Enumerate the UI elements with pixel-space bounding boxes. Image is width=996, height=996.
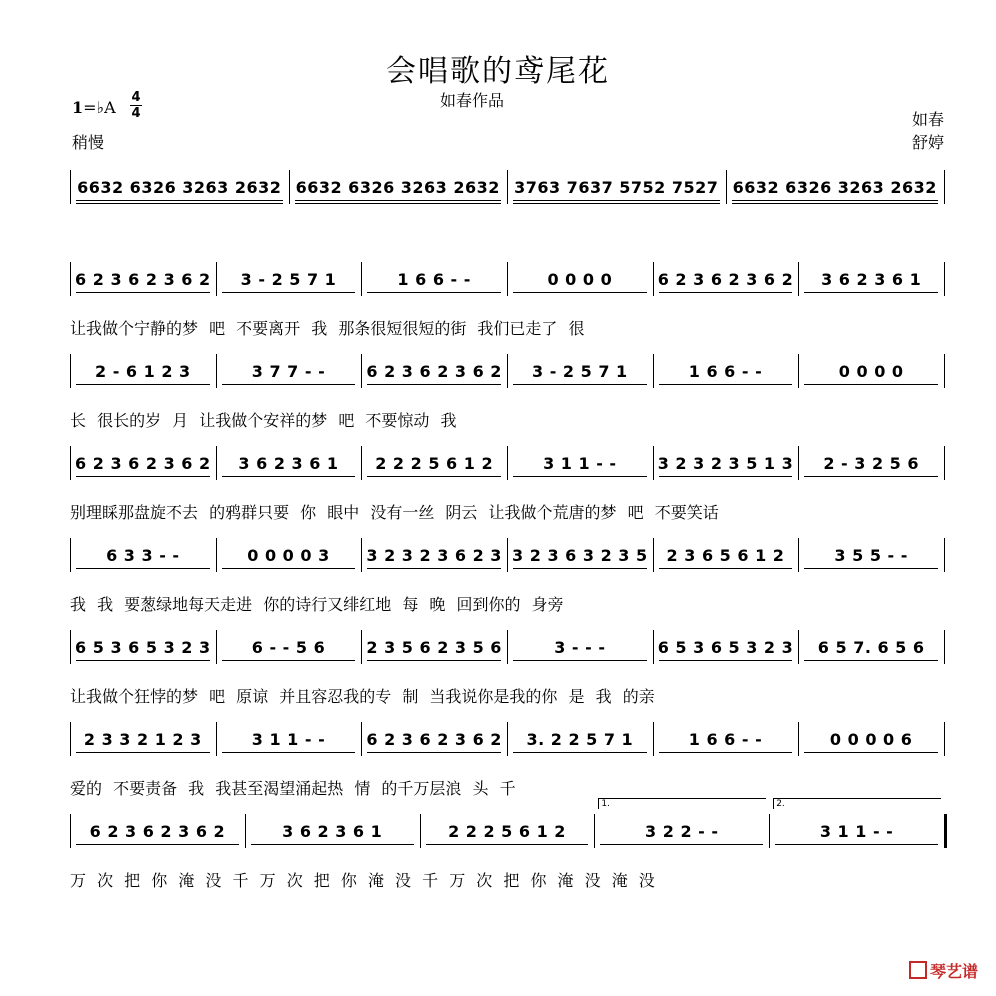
- measure-notes: 1 6 6 - -: [688, 730, 763, 749]
- beam-line: [600, 844, 763, 845]
- measure: [70, 260, 216, 300]
- beam-line: [804, 660, 938, 661]
- beam-line: [367, 752, 501, 753]
- measure-notes: 3 2 3 2 3 6 2 3: [366, 546, 502, 565]
- measure-notes: 3 2 3 6 3 2 3 5: [512, 546, 648, 565]
- measure: [216, 536, 362, 576]
- key-equals: =: [83, 98, 97, 117]
- measure: [507, 628, 653, 668]
- logo-mark-icon: [909, 961, 927, 979]
- measure-notes: 0 0 0 0 6: [829, 730, 913, 749]
- beam-line: [659, 476, 793, 477]
- site-logo: [909, 959, 978, 982]
- volta-first-ending: 1.: [598, 798, 766, 809]
- measure-notes: 3 - 2 5 7 1: [532, 362, 628, 381]
- measure: [70, 168, 289, 208]
- logo-text: 琴艺谱: [929, 962, 978, 981]
- measure: [653, 628, 799, 668]
- beam-line: [222, 660, 356, 661]
- measure: [70, 352, 216, 392]
- barline: [70, 170, 71, 204]
- beam-line: [775, 844, 938, 845]
- measure: [289, 168, 508, 208]
- key-signature: [72, 98, 116, 117]
- measure-notes: 2 2 2 5 6 1 2: [375, 454, 494, 473]
- beam-line: [804, 568, 938, 569]
- measure: [216, 260, 362, 300]
- measure-notes: 2 3 3 2 1 2 3: [83, 730, 202, 749]
- measure-notes: 6 2 3 6 2 3 6 2: [89, 822, 226, 841]
- beam-line: [513, 384, 647, 385]
- measure: [70, 536, 216, 576]
- measure: [361, 444, 507, 484]
- barline: [944, 262, 945, 296]
- measure: [726, 168, 945, 208]
- measure-notes: 6 2 3 6 2 3 6 2: [366, 730, 502, 749]
- measure-notes: 3763 7637 5752 7527: [514, 178, 719, 197]
- measure-notes: 3 6 2 3 6 1: [282, 822, 383, 841]
- measure: [361, 720, 507, 760]
- lyric-line: 爱的 不要责备 我 我甚至渴望涌起热 情 的千万层浪 头 千: [70, 779, 516, 798]
- barline: [70, 722, 71, 756]
- beam-line: [367, 292, 501, 293]
- beam-line: [804, 476, 938, 477]
- measure-notes: 3 2 2 - -: [645, 822, 719, 841]
- measure-notes: 3 6 2 3 6 1: [821, 270, 922, 289]
- measure-notes: 3 7 7 - -: [251, 362, 326, 381]
- measure-notes: 6 5 3 6 5 3 2 3: [657, 638, 794, 657]
- beam-line: [251, 844, 414, 845]
- measure: [798, 352, 944, 392]
- measure-notes: 1 6 6 - -: [397, 270, 471, 289]
- measure-notes: 2 - 3 2 5 6: [823, 454, 919, 473]
- measure-notes: 6 - - 5 6: [251, 638, 326, 657]
- score-subtitle: 如春作品: [440, 91, 505, 110]
- measure-notes: 0 0 0 0 3: [247, 546, 330, 565]
- beam-line: [426, 844, 589, 845]
- beam-line: [222, 292, 356, 293]
- measure-notes: 6632 6326 3263 2632: [295, 178, 500, 197]
- meter-bottom: 4: [131, 106, 141, 121]
- barline: [944, 354, 945, 388]
- measure: [507, 352, 653, 392]
- barline: [70, 446, 71, 480]
- meter-top: 4: [131, 90, 141, 105]
- measure-notes: 2 3 6 5 6 1 2: [666, 546, 785, 565]
- measure: [216, 628, 362, 668]
- beam-line: [367, 660, 501, 661]
- measure-notes: 3 2 3 2 3 5 1 3: [657, 454, 794, 473]
- beam-line: [76, 476, 210, 477]
- measure: [216, 352, 362, 392]
- beam-line: [222, 384, 356, 385]
- measure: [507, 536, 653, 576]
- measure: [798, 536, 944, 576]
- beam-line: [367, 568, 501, 569]
- beam-line: [295, 203, 502, 204]
- lyric-line: 我 我 要葱绿地每天走进 你的诗行又绯红地 每 晚 回到你的 身旁: [70, 595, 564, 614]
- lyric-line: 别理睬那盘旋不去 的鸦群只要 你 眼中 没有一丝 阴云 让我做个荒唐的梦 吧 不要笑话: [70, 503, 719, 522]
- beam-line: [222, 752, 356, 753]
- measure-notes: 6 2 3 6 2 3 6 2: [657, 270, 794, 289]
- measure-notes: 1 6 6 - -: [688, 362, 763, 381]
- measure: [70, 812, 245, 852]
- measure: [653, 444, 799, 484]
- measure: [507, 444, 653, 484]
- beam-line: [659, 384, 793, 385]
- measure: [653, 260, 799, 300]
- barline: [944, 170, 945, 204]
- beam-line: [295, 200, 502, 201]
- beam-line: [76, 384, 210, 385]
- lyric-line: 让我做个宁静的梦 吧 不要离开 我 那条很短很短的街 我们已走了 很: [70, 319, 585, 338]
- barline: [944, 722, 945, 756]
- beam-line: [513, 476, 647, 477]
- barline: [70, 630, 71, 664]
- beam-line: [367, 476, 501, 477]
- volta-second-ending: 2.: [773, 798, 941, 809]
- composer-block: [912, 108, 944, 154]
- measure-notes: 3 5 5 - -: [834, 546, 908, 565]
- score-system: [0, 352, 996, 442]
- beam-line: [367, 384, 501, 385]
- beam-line: [513, 203, 720, 204]
- measure-notes: 6 2 3 6 2 3 6 2: [75, 454, 211, 473]
- tempo-mark: 稍慢: [72, 133, 105, 152]
- measure-notes: 0 0 0 0: [547, 270, 613, 289]
- beam-line: [732, 200, 939, 201]
- measure: [70, 444, 216, 484]
- measure: [361, 352, 507, 392]
- beam-line: [76, 752, 210, 753]
- lyric-line: 长 很长的岁 月 让我做个安祥的梦 吧 不要惊动 我: [70, 411, 457, 430]
- barline: [70, 262, 71, 296]
- measure: [507, 260, 653, 300]
- beam-line: [76, 203, 283, 204]
- measure: [653, 536, 799, 576]
- measure-notes: 6 2 3 6 2 3 6 2: [75, 270, 211, 289]
- measure: [507, 168, 726, 208]
- barline: [70, 354, 71, 388]
- measure-notes: 6 2 3 6 2 3 6 2: [366, 362, 502, 381]
- measure: [653, 352, 799, 392]
- beam-line: [804, 752, 938, 753]
- beam-line: [76, 844, 239, 845]
- barline: [70, 814, 71, 848]
- beam-line: [513, 200, 720, 201]
- measure: [70, 720, 216, 760]
- score-title: 会唱歌的鸢尾花: [386, 54, 610, 89]
- time-signature: [130, 90, 142, 121]
- beam-line: [804, 384, 938, 385]
- measure-notes: 2 - 6 1 2 3: [95, 362, 191, 381]
- composer-line-2: 舒婷: [911, 133, 944, 152]
- score-system: [0, 260, 996, 350]
- measure: [361, 628, 507, 668]
- measure: [798, 628, 944, 668]
- barline: [944, 630, 945, 664]
- measure: [769, 812, 944, 852]
- measure-notes: 6 5 3 6 5 3 2 3: [75, 638, 211, 657]
- beam-line: [659, 752, 793, 753]
- measure-notes: 0 0 0 0: [838, 362, 904, 381]
- score-system: [0, 536, 996, 626]
- measure-notes: 3 1 1 - -: [251, 730, 326, 749]
- measure: [507, 720, 653, 760]
- barline: [944, 814, 947, 848]
- key-note: ♭A: [96, 98, 116, 117]
- measure: [798, 720, 944, 760]
- measure: [594, 812, 769, 852]
- beam-line: [804, 292, 938, 293]
- lyric-line: 让我做个狂悖的梦 吧 原谅 并且容忍我的专 制 当我说你是我的你 是 我 的亲: [70, 687, 655, 706]
- measure: [216, 444, 362, 484]
- measure-notes: 6632 6326 3263 2632: [732, 178, 937, 197]
- beam-line: [76, 568, 210, 569]
- measure-notes: 2 2 2 5 6 1 2: [448, 822, 566, 841]
- measure-notes: 6632 6326 3263 2632: [77, 178, 282, 197]
- beam-line: [659, 568, 793, 569]
- beam-line: [659, 292, 793, 293]
- measure-notes: 3 1 1 - -: [819, 822, 894, 841]
- measure-notes: 3. 2 2 5 7 1: [526, 730, 634, 749]
- beam-line: [732, 203, 939, 204]
- key-one: 1: [72, 98, 84, 117]
- score-system: [0, 628, 996, 718]
- measure-notes: 3 1 1 - -: [543, 454, 617, 473]
- score-system: [0, 444, 996, 534]
- measure: [216, 720, 362, 760]
- beam-line: [76, 200, 283, 201]
- measure: [361, 536, 507, 576]
- measure: [361, 260, 507, 300]
- score-system: [0, 168, 996, 258]
- measure: [798, 260, 944, 300]
- beam-line: [513, 752, 647, 753]
- measure: [70, 628, 216, 668]
- beam-line: [222, 568, 356, 569]
- measure: [245, 812, 420, 852]
- measure-notes: 6 3 3 - -: [106, 546, 180, 565]
- barline: [70, 538, 71, 572]
- barline: [944, 538, 945, 572]
- beam-line: [222, 476, 356, 477]
- beam-line: [513, 568, 647, 569]
- measure-notes: 2 3 5 6 2 3 5 6: [366, 638, 502, 657]
- measure: [420, 812, 595, 852]
- score-system: [0, 799, 996, 902]
- beam-line: [76, 660, 210, 661]
- measure: [653, 720, 799, 760]
- beam-line: [76, 292, 210, 293]
- score-system: [0, 720, 996, 810]
- barline: [944, 446, 945, 480]
- measure-notes: 3 - - -: [554, 638, 606, 657]
- beam-line: [513, 292, 647, 293]
- lyric-line: 万 次 把 你 淹 没 千 万 次 把 你 淹 没 千 万 次 把 你 淹 没 淹 没: [70, 871, 655, 890]
- beam-line: [659, 660, 793, 661]
- measure-notes: 6 5 7. 6 5 6: [817, 638, 925, 657]
- measure: [798, 444, 944, 484]
- measure-notes: 3 6 2 3 6 1: [238, 454, 339, 473]
- beam-line: [513, 660, 647, 661]
- composer-line-1: 如春: [911, 110, 944, 129]
- measure-notes: 3 - 2 5 7 1: [240, 270, 337, 289]
